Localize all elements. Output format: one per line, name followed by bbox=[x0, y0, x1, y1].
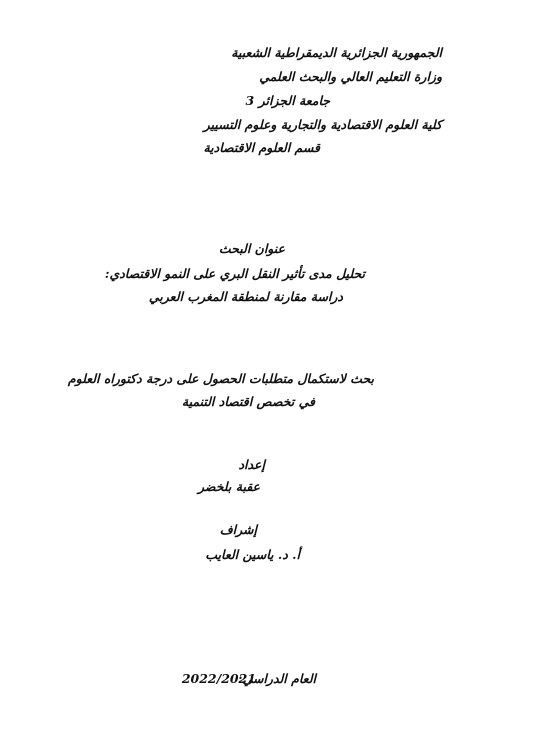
research-title-label: عنوان البحث bbox=[218, 241, 285, 256]
supervisor-label: إشراف bbox=[219, 522, 257, 537]
republic-name: الجمهورية الجزائرية الديمقراطية الشعبية bbox=[231, 45, 442, 60]
ministry-name: وزارة التعليم العالي والبحث العلمي bbox=[259, 69, 442, 84]
academic-year-value: 2022/2021 bbox=[181, 671, 256, 686]
degree-specialization: في تخصص اقتصاد التنمية bbox=[181, 394, 315, 409]
research-title: تحليل مدى تأثير النقل البري على النمو الاقتصادي: bbox=[104, 266, 365, 281]
author-name: عقبة بلخضر bbox=[197, 479, 260, 494]
prepared-by-label: إعداد bbox=[238, 457, 265, 472]
research-subtitle: دراسة مقارنة لمنطقة المغرب العربي bbox=[148, 289, 343, 304]
university-name: جامعة الجزائر 3 bbox=[245, 93, 330, 108]
supervisor-name: أ. د. ياسين العايب bbox=[205, 547, 300, 562]
faculty-name: كلية العلوم الاقتصادية والتجارية وعلوم التسيير bbox=[203, 117, 442, 132]
degree-statement: بحث لاستكمال متطلبات الحصول على درجة دكتوراه العلوم bbox=[67, 371, 374, 386]
department-name: قسم العلوم الاقتصادية bbox=[203, 140, 320, 155]
academic-year-label: العام الدراسي: bbox=[237, 671, 316, 686]
